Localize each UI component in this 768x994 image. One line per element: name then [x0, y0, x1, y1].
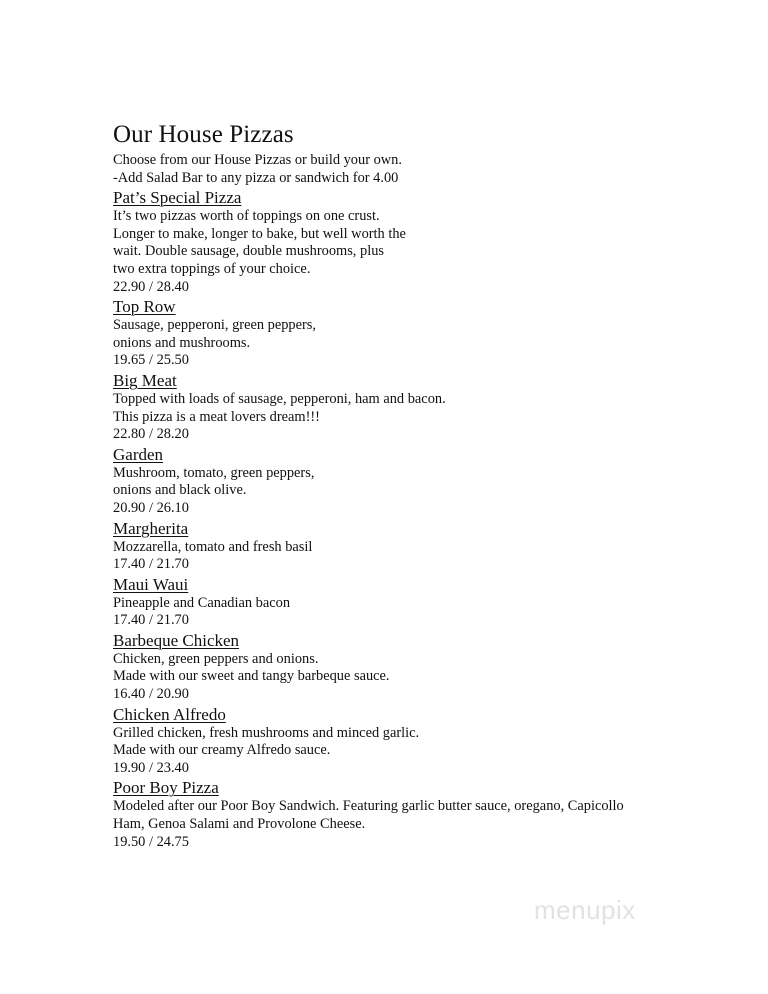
item-description-line: onions and black olive. — [113, 482, 247, 499]
item-name: Top Row — [113, 297, 176, 317]
item-price: 17.40 / 21.70 — [113, 556, 189, 573]
item-name: Barbeque Chicken — [113, 630, 240, 650]
item-price: 20.90 / 26.10 — [113, 499, 189, 516]
menupix-watermark: menupix — [534, 895, 636, 925]
item-price: 17.40 / 21.70 — [113, 612, 189, 629]
menu-item-big-meat — [113, 371, 733, 444]
item-name: Chicken Alfredo — [113, 704, 226, 724]
menu-item-poor-boy — [113, 778, 733, 851]
item-description-line: Grilled chicken, fresh mushrooms and minced garlic. — [113, 724, 420, 741]
item-description-line: Topped with loads of sausage, pepperoni, ham and bacon. — [113, 390, 446, 407]
item-description-line: Chicken, green peppers and onions. — [113, 650, 319, 667]
item-description-line: Mozzarella, tomato and fresh basil — [113, 538, 313, 555]
item-name: Big Meat — [113, 370, 177, 390]
item-price: 19.65 / 25.50 — [113, 352, 189, 369]
item-description-line: Mushroom, tomato, green peppers, — [113, 464, 315, 481]
item-name: Poor Boy Pizza — [113, 778, 219, 798]
item-description-line: two extra toppings of your choice. — [113, 260, 311, 277]
menu-item-garden — [113, 445, 733, 518]
item-description-line: Pineapple and Canadian bacon — [113, 594, 291, 611]
item-name: Maui Waui — [113, 574, 189, 594]
item-description-line: This pizza is a meat lovers dream!!! — [113, 408, 320, 425]
item-description-line: Longer to make, longer to bake, but well worth the — [113, 225, 406, 242]
item-price: 19.90 / 23.40 — [113, 759, 189, 776]
menu-item-chicken-alfredo — [113, 705, 733, 778]
intro-line: -Add Salad Bar to any pizza or sandwich for 4.00 — [113, 169, 399, 186]
item-description-line: wait. Double sausage, double mushrooms, plus — [113, 243, 384, 260]
item-description-line: It’s two pizzas worth of toppings on one crust. — [113, 208, 380, 225]
item-description-line: Sausage, pepperoni, green peppers, — [113, 317, 316, 334]
intro-line: Choose from our House Pizzas or build your own. — [113, 152, 402, 168]
menu-item-barbeque-chicken — [113, 631, 733, 704]
menu-page — [113, 118, 733, 851]
item-description-line: Ham, Genoa Salami and Provolone Cheese. — [113, 816, 366, 833]
item-price: 19.50 / 24.75 — [113, 833, 189, 850]
menu-item-maui-waui — [113, 575, 733, 630]
item-price: 22.90 / 28.40 — [113, 278, 189, 295]
page-title: Our House Pizzas — [113, 121, 294, 148]
item-description-line: Made with our creamy Alfredo sauce. — [113, 742, 331, 759]
item-description-line: onions and mushrooms. — [113, 334, 251, 351]
item-price: 16.40 / 20.90 — [113, 686, 189, 703]
item-description-line: Modeled after our Poor Boy Sandwich. Featuring garlic butter sauce, oregano, Capicollo — [113, 798, 624, 815]
item-description-line: Made with our sweet and tangy barbeque sauce. — [113, 668, 390, 685]
menu-item-pats-special — [113, 188, 733, 296]
menu-item-top-row — [113, 297, 733, 370]
item-name: Margherita — [113, 518, 189, 538]
item-price: 22.80 / 28.20 — [113, 426, 189, 443]
item-name: Garden — [113, 444, 164, 464]
item-name: Pat’s Special Pizza — [113, 188, 242, 208]
menu-item-margherita — [113, 519, 733, 574]
